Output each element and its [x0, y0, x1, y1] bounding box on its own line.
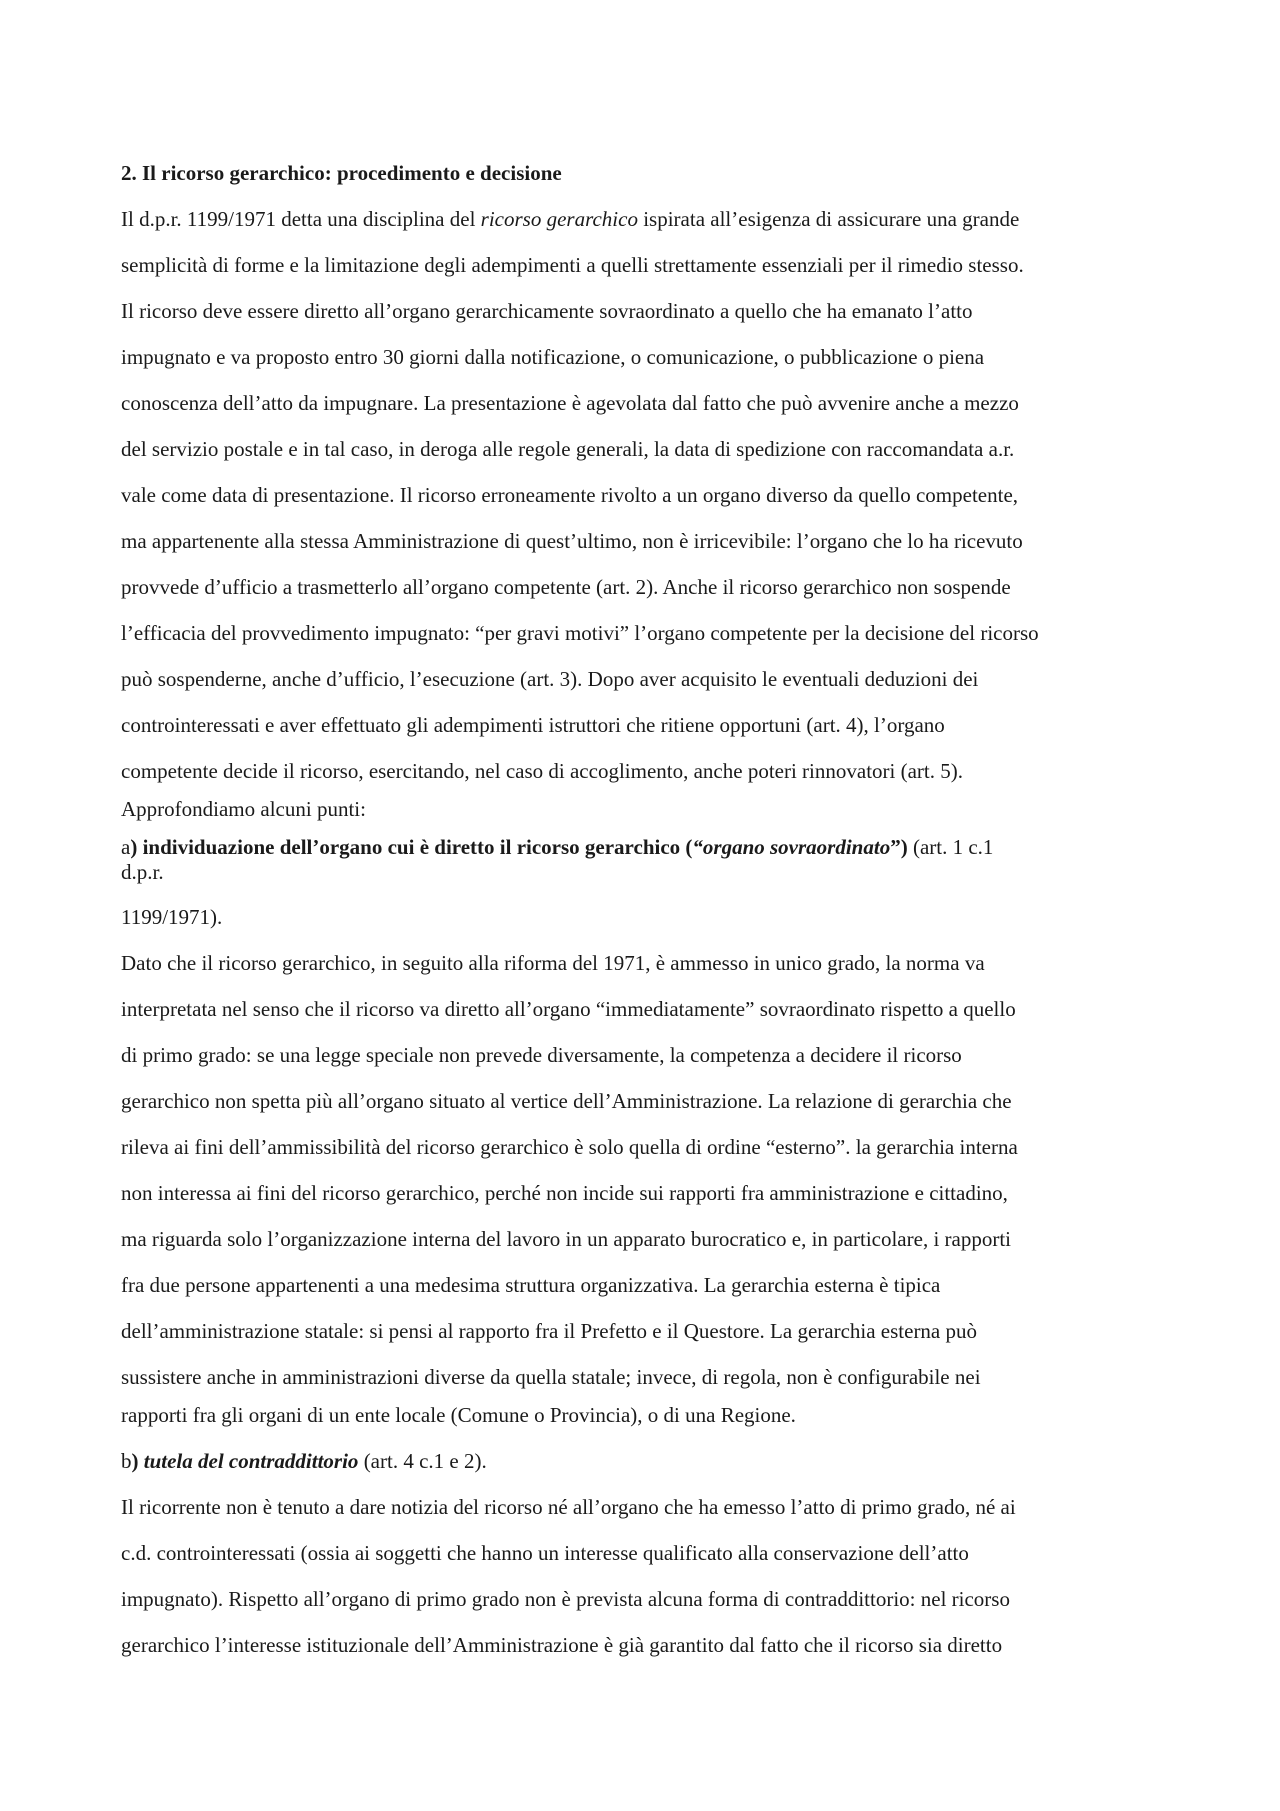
text-line: d.p.r.: [121, 860, 164, 884]
paragraph-contraddittorio: [121, 1484, 1171, 1668]
italic-run: “organo sovraordinato: [692, 835, 891, 859]
text-run: Il d.p.r. 1199/1971 detta una disciplina del: [121, 207, 481, 231]
bold-run: ) individuazione dell’organo cui è diretto il ricorso gerarchico (: [130, 835, 693, 859]
text-line: del servizio postale e in tal caso, in deroga alle regole generali, la data di spedizione con raccomandata a.r.: [121, 437, 1015, 461]
text-line: sussistere anche in amministrazioni diverse da quella statale; invece, di regola, non è configurabile nei: [121, 1365, 981, 1389]
text-run: (art. 4 c.1 e 2).: [358, 1449, 487, 1473]
text-line: competente decide il ricorso, esercitando, nel caso di accoglimento, anche poteri rinnovatori (art. 5).: [121, 759, 963, 783]
text-line: controinteressati e aver effettuato gli adempimenti istruttori che ritiene opportuni (art. 4), l’organo: [121, 713, 945, 737]
text-line: conoscenza dell’atto da impugnare. La presentazione è agevolata dal fatto che può avvenire anche a mezzo: [121, 391, 1019, 415]
text-run: (art. 1 c.1: [907, 835, 994, 859]
text-line: può sospenderne, anche d’ufficio, l’esecuzione (art. 3). Dopo aver acquisito le eventuali deduzioni dei: [121, 667, 979, 691]
text-line: ma appartenente alla stessa Amministrazione di quest’ultimo, non è irricevibile: l’organo che lo ha ricevuto: [121, 529, 1023, 553]
text-line: rapporti fra gli organi di un ente locale (Comune o Provincia), o di una Regione.: [121, 1403, 796, 1427]
text-line: Il ricorrente non è tenuto a dare notizia del ricorso né all’organo che ha emesso l’atto di primo grado, né ai: [121, 1495, 1016, 1519]
text-line: gerarchico l’interesse istituzionale dell’Amministrazione è già garantito dal fatto che il ricorso sia diretto: [121, 1633, 1003, 1657]
section-b-title: [121, 1438, 1171, 1484]
document-page: [121, 150, 1171, 1668]
italic-term: ricorso gerarchico: [480, 207, 638, 231]
text-run: ispirata all’esigenza di assicurare una grande: [637, 207, 1020, 231]
text-line: impugnato). Rispetto all’organo di primo grado non è prevista alcuna forma di contraddittorio: nel ricorso: [121, 1587, 1010, 1611]
text-line: interpretata nel senso che il ricorso va diretto all’organo “immediatamente” sovraordinato rispetto a quello: [121, 997, 1016, 1021]
bold-italic-run: [139, 1449, 359, 1473]
bold-italic-run: [692, 835, 890, 859]
text-line: dell’amministrazione statale: si pensi al rapporto fra il Prefetto e il Questore. La gerarchia esterna può: [121, 1319, 978, 1343]
text-run: b: [121, 1449, 132, 1473]
bold-run: ): [131, 1449, 139, 1473]
text-line: rileva ai fini dell’ammissibilità del ricorso gerarchico è solo quella di ordine “esterno”. la gerarchia interna: [121, 1135, 1018, 1159]
text-line: fra due persone appartenenti a una medesima struttura organizzativa. La gerarchia esterna è tipica: [121, 1273, 941, 1297]
paragraph-intro: [121, 196, 1171, 824]
text-line: provvede d’ufficio a trasmetterlo all’organo competente (art. 2). Anche il ricorso gerarchico non sospende: [121, 575, 1011, 599]
section-a: [121, 832, 1171, 940]
text-line: c.d. controinteressati (ossia ai soggetti che hanno un interesse qualificato alla conservazione dell’atto: [121, 1541, 969, 1565]
text-line: vale come data di presentazione. Il ricorso erroneamente rivolto a un organo diverso da quello competente,: [121, 483, 1019, 507]
bold-run: ”): [890, 835, 908, 859]
text-line: ma riguarda solo l’organizzazione interna del lavoro in un apparato burocratico e, in particolare, i rapporti: [121, 1227, 1011, 1251]
section-b: [121, 1438, 1171, 1484]
text-line: semplicità di forme e la limitazione degli adempimenti a quelli strettamente essenziali per il rimedio stesso.: [121, 253, 1024, 277]
text-line: di primo grado: se una legge speciale non prevede diversamente, la competenza a decidere il ricorso: [121, 1043, 962, 1067]
text-run: a: [121, 835, 131, 859]
text-line: 1199/1971).: [121, 905, 223, 929]
text-line: impugnato e va proposto entro 30 giorni dalla notificazione, o comunicazione, o pubblicazione o piena: [121, 345, 985, 369]
text-line: Il ricorso deve essere diretto all’organo gerarchicamente sovraordinato a quello che ha emanato l’atto: [121, 299, 973, 323]
paragraph-gerarchia: [121, 940, 1171, 1430]
text-line: non interessa ai fini del ricorso gerarchico, perché non incide sui rapporti fra amministrazione e cittadino,: [121, 1181, 1008, 1205]
section-heading: 2. Il ricorso gerarchico: procedimento e decisione: [121, 161, 562, 185]
text-line: gerarchico non spetta più all’organo situato al vertice dell’Amministrazione. La relazione di gerarchia che: [121, 1089, 1012, 1113]
text-line: Approfondiamo alcuni punti:: [121, 797, 366, 821]
italic-run: tutela del contraddittorio: [138, 1449, 359, 1473]
section-a-title: [121, 832, 1171, 862]
text-line: [121, 196, 1171, 242]
text-line: l’efficacia del provvedimento impugnato: “per gravi motivi” l’organo competente per la decisione del ricorso: [121, 621, 1039, 645]
text-line: Dato che il ricorso gerarchico, in seguito alla riforma del 1971, è ammesso in unico grado, la norma va: [121, 951, 985, 975]
